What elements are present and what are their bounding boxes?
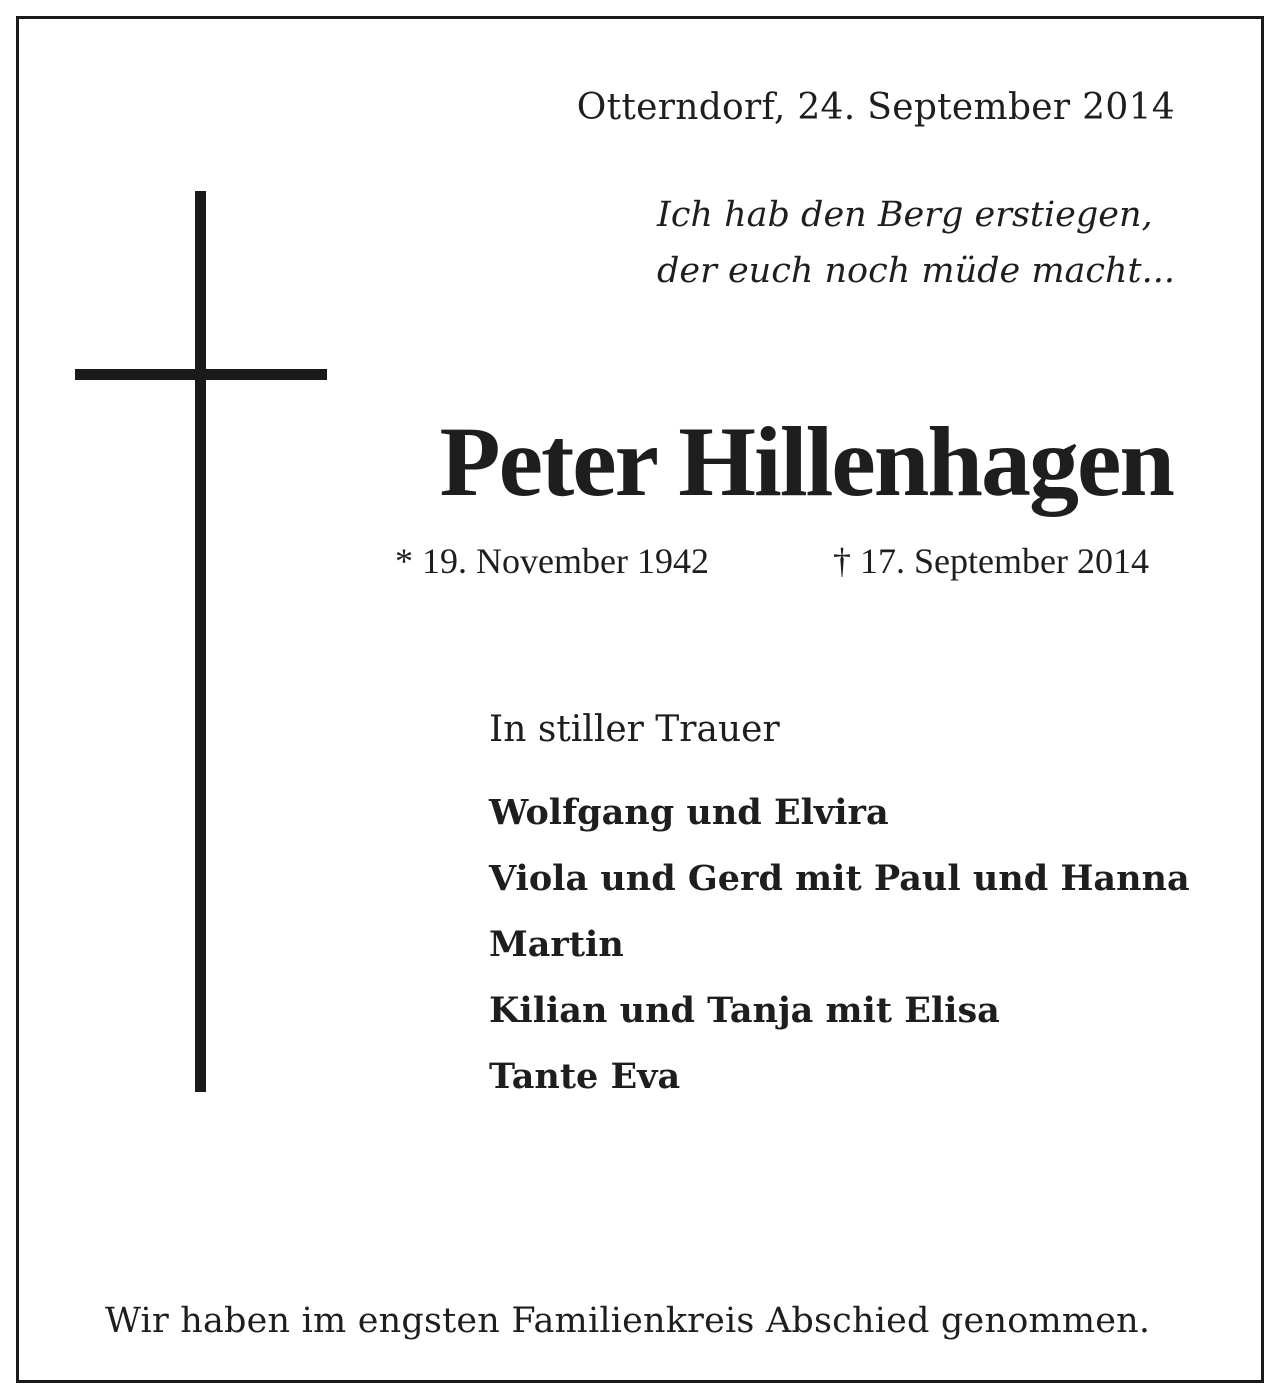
poem-line: Ich hab den Berg erstiegen, — [657, 195, 1153, 235]
deceased-name: Peter Hillenhagen — [439, 406, 1173, 517]
mourner-name: Wolfgang und Elvira — [489, 792, 889, 833]
life-dates — [395, 540, 1149, 582]
death-date: † 17. September 2014 — [833, 541, 1149, 581]
mourners-list — [489, 789, 1190, 1119]
mourner-name: Martin — [489, 924, 624, 965]
obituary-frame — [16, 16, 1264, 1383]
birth-date: * 19. November 1942 — [395, 541, 709, 581]
poem-line: der euch noch müde macht... — [657, 251, 1175, 291]
mourning-intro: In stiller Trauer — [489, 709, 780, 750]
footer-note: Wir haben im engsten Familienkreis Abschied genommen. — [105, 1301, 1151, 1341]
mourner-name: Tante Eva — [489, 1056, 681, 1097]
cross-icon-horizontal-beam — [75, 369, 327, 380]
mourner-name: Viola und Gerd mit Paul und Hanna — [489, 858, 1190, 899]
mourner-name: Kilian und Tanja mit Elisa — [489, 990, 1000, 1031]
cross-icon-vertical-beam — [195, 191, 206, 1092]
place-date: Otterndorf, 24. September 2014 — [576, 87, 1175, 128]
poem — [657, 187, 1175, 299]
